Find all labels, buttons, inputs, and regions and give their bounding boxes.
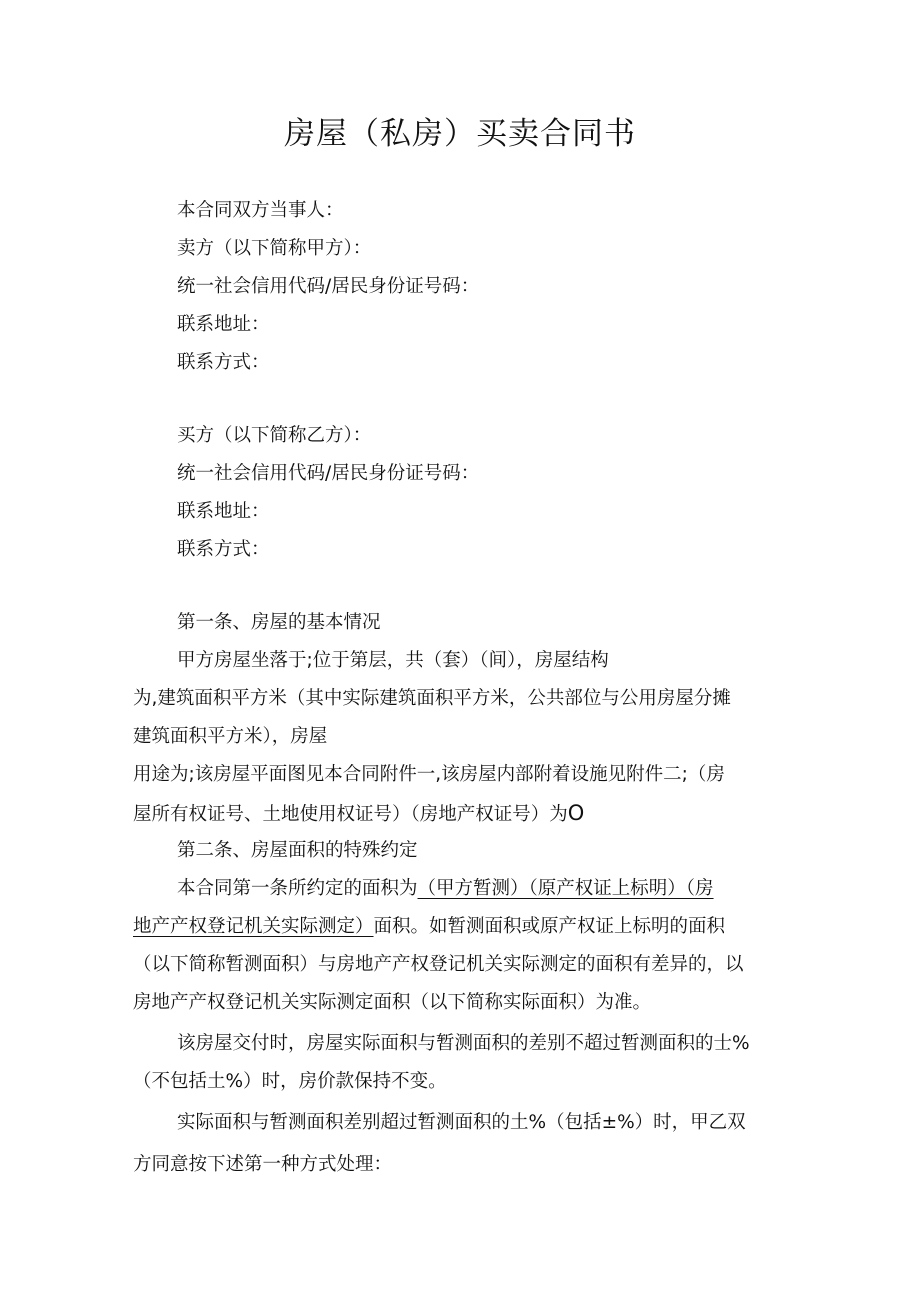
seller-heading: 卖方（以下简称甲方）： [177,238,372,259]
buyer-contact-label: 联系方式： [177,539,270,560]
document-title: 房屋（私房）买卖合同书 [284,116,636,152]
article2-paragraph-line: 房地产产权登记机关实际测定面积（以下简称实际面积）为准。 [133,992,652,1013]
article1-line: 用途为;该房屋平面图见本合同附件一,该房屋内部附着设施见附件二;（房 [133,764,725,785]
article1-line-text: 屋所有权证号、土地使用权证号）（房地产权证号）为 [133,804,568,825]
article2-paragraph-line: （不包括土%）时，房价款保持不变。 [133,1071,447,1092]
article2-heading: 第二条、房屋面积的特殊约定 [177,840,418,861]
seller-contact-label: 联系方式： [177,352,270,373]
article2-paragraph-line [177,876,714,902]
article2-text: 面积。如暂测面积或原产权证上标明的面积 [373,916,726,937]
article1-heading: 第一条、房屋的基本情况 [177,612,381,633]
buyer-address-label: 联系地址： [177,501,270,522]
article2-paragraph-line: 方同意按下述第一种方式处理： [133,1154,393,1175]
article2-underlined-text: 地产产权登记机关实际测定） [133,916,374,937]
article2-paragraph-line [133,914,725,940]
article2-underlined-text: （甲方暂测）（原产权证上标明）（房 [417,878,714,899]
article2-text: 本合同第一条所约定的面积为 [177,878,418,899]
seller-address-label: 联系地址： [177,314,270,335]
article2-paragraph-line: 实际面积与暂测面积差别超过暂测面积的土%（包括±%）时，甲乙双 [177,1112,746,1133]
article1-line: 甲方房屋坐落于;位于第层，共（套）（间），房屋结构 [177,650,609,671]
article1-line [133,800,584,828]
article1-line: 建筑面积平方米），房屋 [133,726,328,747]
article2-paragraph-line: 该房屋交付时，房屋实际面积与暂测面积的差别不超过暂测面积的士% [177,1033,750,1054]
buyer-id-label: 统一社会信用代码/居民身份证号码： [177,463,480,484]
article1-line: 为,建筑面积平方米（其中实际建筑面积平方米，公共部位与公用房屋分摊 [133,688,731,709]
article1-line-end: O [567,801,585,825]
seller-id-label: 统一社会信用代码/居民身份证号码： [177,276,480,297]
buyer-heading: 买方（以下简称乙方）： [177,425,372,446]
parties-intro: 本合同双方当事人： [177,200,344,221]
article2-paragraph-line: （以下简称暂测面积）与房地产产权登记机关实际测定的面积有差异的，以 [133,954,744,975]
